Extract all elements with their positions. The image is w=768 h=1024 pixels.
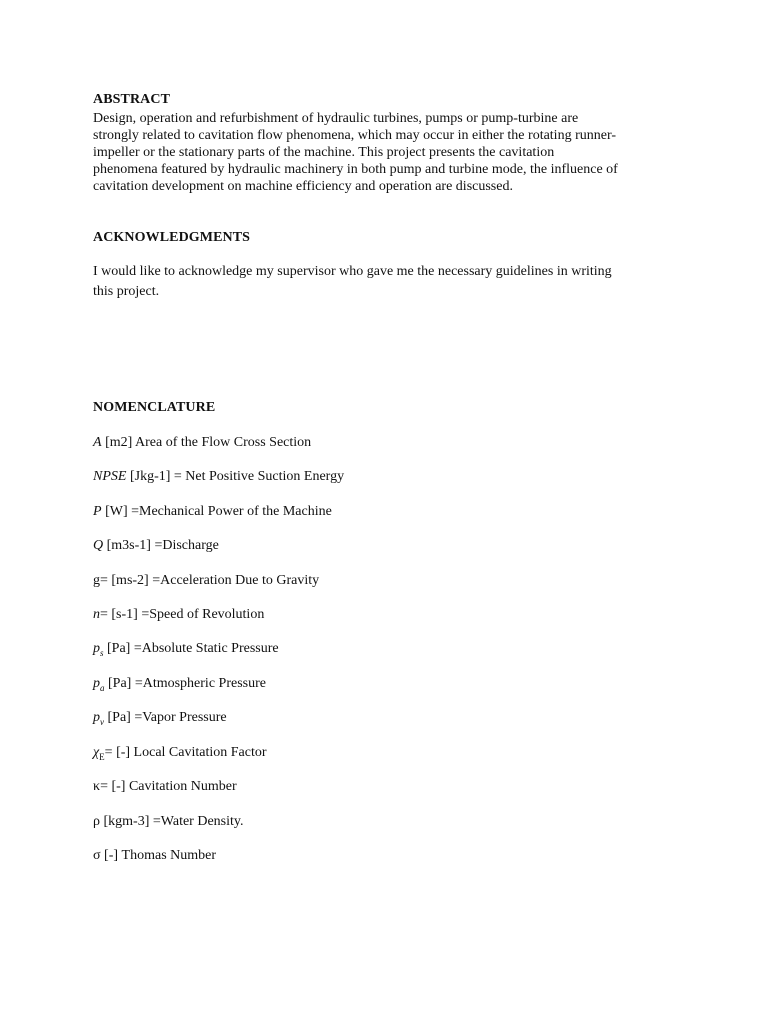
- nomenclature-item: [93, 745, 267, 762]
- nomenclature-definition: [Pa] =Absolute Static Pressure: [103, 641, 279, 656]
- nomenclature-symbol: NPSE: [93, 469, 127, 484]
- nomenclature-symbol: Q: [93, 538, 104, 553]
- nomenclature-item: [93, 435, 311, 452]
- abstract-line: phenomena featured by hydraulic machinery in both pump and turbine mode, the influence of: [93, 162, 618, 177]
- nomenclature-symbol: p: [93, 676, 100, 691]
- nomenclature-definition: [kgm-3] =Water Density.: [100, 814, 244, 829]
- nomenclature-item: [93, 779, 237, 796]
- nomenclature-heading: NOMENCLATURE: [93, 400, 216, 415]
- acknowledgments-line: this project.: [93, 284, 160, 299]
- nomenclature-definition: [Pa] =Vapor Pressure: [104, 710, 227, 725]
- abstract-line: cavitation development on machine efficiency and operation are discussed.: [93, 179, 513, 194]
- acknowledgments-heading: ACKNOWLEDGMENTS: [93, 230, 251, 245]
- abstract-heading: ABSTRACT: [93, 92, 171, 107]
- abstract-paragraph: [93, 110, 693, 195]
- acknowledgments-paragraph: [93, 262, 693, 302]
- nomenclature-item: [93, 504, 332, 521]
- nomenclature-item: [93, 676, 266, 693]
- nomenclature-subscript: v: [100, 716, 104, 727]
- nomenclature-definition: [Jkg-1] = Net Positive Suction Energy: [126, 469, 345, 484]
- nomenclature-definition: [-] Thomas Number: [100, 848, 217, 863]
- nomenclature-definition: = [ms-2] =Acceleration Due to Gravity: [100, 573, 320, 588]
- nomenclature-symbol: g: [93, 573, 100, 588]
- nomenclature-definition: = [s-1] =Speed of Revolution: [100, 607, 265, 622]
- nomenclature-definition: [m3s-1] =Discharge: [103, 538, 219, 553]
- abstract-line: Design, operation and refurbishment of hydraulic turbines, pumps or pump-turbine are: [93, 111, 579, 126]
- nomenclature-definition: [m2] Area of the Flow Cross Section: [101, 435, 312, 450]
- nomenclature-item: [93, 573, 319, 590]
- nomenclature-item: [93, 710, 227, 727]
- nomenclature-item: [93, 607, 264, 624]
- abstract-line: impeller or the stationary parts of the machine. This project presents the cavitation: [93, 145, 555, 160]
- nomenclature-definition: [Pa] =Atmospheric Pressure: [104, 676, 266, 691]
- nomenclature-item: [93, 469, 344, 486]
- nomenclature-definition: = [-] Cavitation Number: [100, 779, 237, 794]
- nomenclature-symbol: ρ: [93, 814, 100, 829]
- nomenclature-subscript: E: [99, 751, 105, 762]
- nomenclature-symbol: σ: [93, 848, 101, 863]
- nomenclature-symbol: n: [93, 607, 100, 622]
- nomenclature-symbol: p: [93, 641, 100, 656]
- nomenclature-item: [93, 641, 279, 658]
- nomenclature-item: [93, 814, 244, 831]
- nomenclature-symbol: A: [93, 435, 102, 450]
- abstract-line: strongly related to cavitation flow phenomena, which may occur in either the rotating runner-: [93, 128, 616, 143]
- acknowledgments-line: I would like to acknowledge my supervisor who gave me the necessary guidelines in writing: [93, 264, 612, 279]
- nomenclature-subscript: a: [100, 682, 105, 693]
- nomenclature-symbol: p: [93, 710, 100, 725]
- nomenclature-item: [93, 848, 216, 865]
- nomenclature-definition: [W] =Mechanical Power of the Machine: [101, 504, 332, 519]
- nomenclature-symbol: κ: [93, 779, 101, 794]
- nomenclature-subscript: s: [100, 647, 104, 658]
- nomenclature-symbol: χ: [93, 745, 100, 760]
- nomenclature-item: [93, 538, 219, 555]
- nomenclature-definition: = [-] Local Cavitation Factor: [104, 745, 267, 760]
- nomenclature-symbol: P: [93, 504, 102, 519]
